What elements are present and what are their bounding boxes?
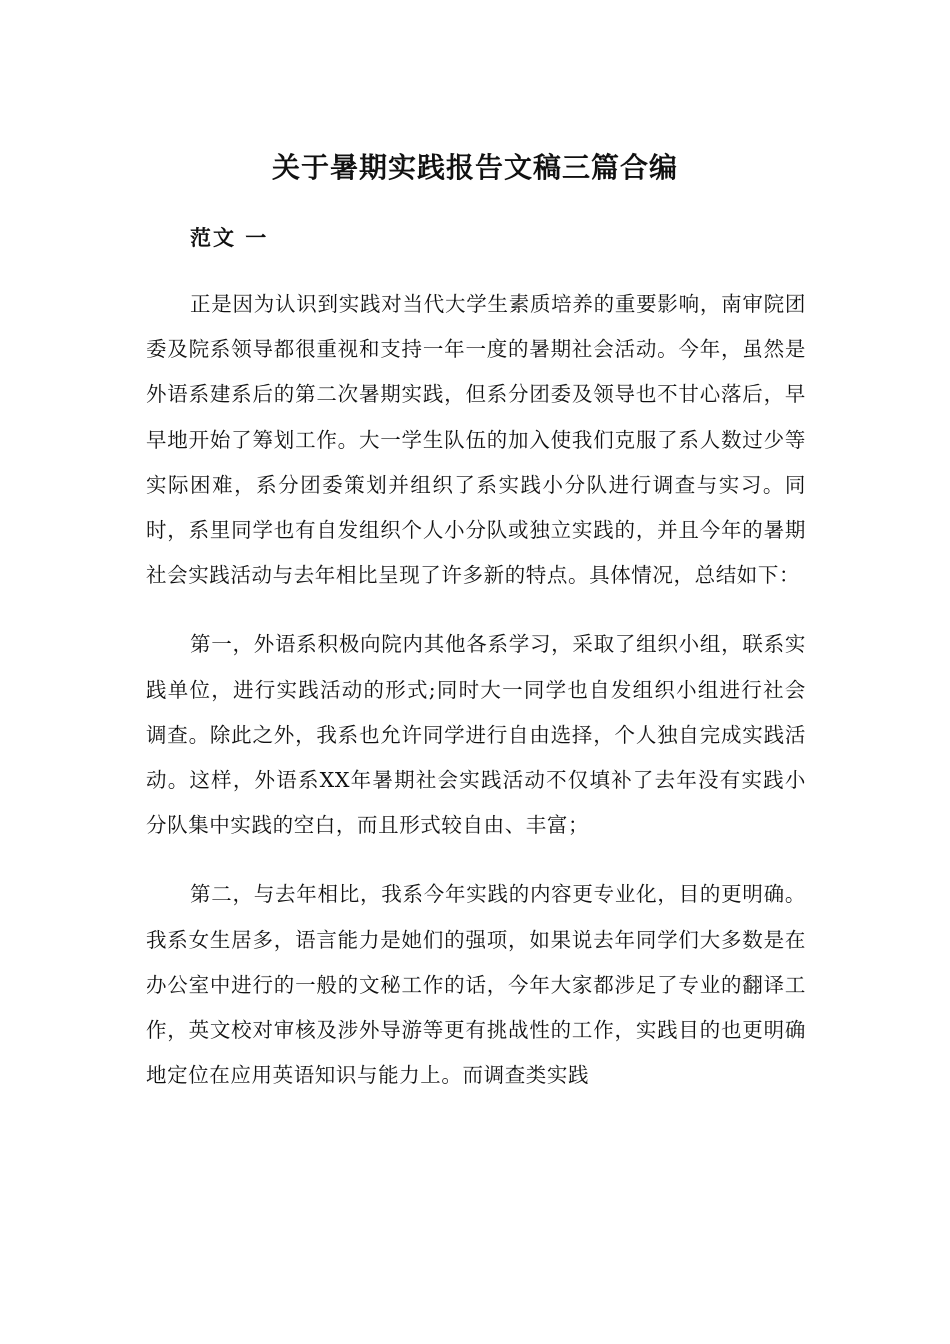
body-paragraph-2: 第一，外语系积极向院内其他各系学习，采取了组织小组，联系实践单位，进行实践活动的形式;同时大一同学也自发组织小组进行社会调查。除此之外，我系也允许同学进行自由选择，个人独自完成实践活动。这样，外语系XX年暑期社会实践活动不仅填补了去年没有实践小分队集中实践的空白，而且形式较自由、丰富；: [146, 632, 806, 838]
section-heading: 范文 一: [190, 225, 269, 250]
body-paragraph-3: 第二，与去年相比，我系今年实践的内容更专业化，目的更明确。我系女生居多，语言能力是她们的强项，如果说去年同学们大多数是在办公室中进行的一般的文秘工作的话，今年大家都涉足了专业的翻译工作，英文校对审核及涉外导游等更有挑战性的工作，实践目的也更明确地定位在应用英语知识与能力上。而调查类实践: [146, 882, 806, 1088]
document-body: [146, 282, 806, 1122]
body-paragraph-1: 正是因为认识到实践对当代大学生素质培养的重要影响，南审院团委及院系领导都很重视和支持一年一度的暑期社会活动。今年，虽然是外语系建系后的第二次暑期实践，但系分团委及领导也不甘心落后，早早地开始了筹划工作。大一学生队伍的加入使我们克服了系人数过少等实际困难，系分团委策划并组织了系实践小分队进行调查与实习。同时，系里同学也有自发组织个人小分队或独立实践的，并且今年的暑期社会实践活动与去年相比呈现了许多新的特点。具体情况，总结如下：: [146, 292, 806, 588]
document-title: 关于暑期实践报告文稿三篇合编: [271, 151, 678, 184]
